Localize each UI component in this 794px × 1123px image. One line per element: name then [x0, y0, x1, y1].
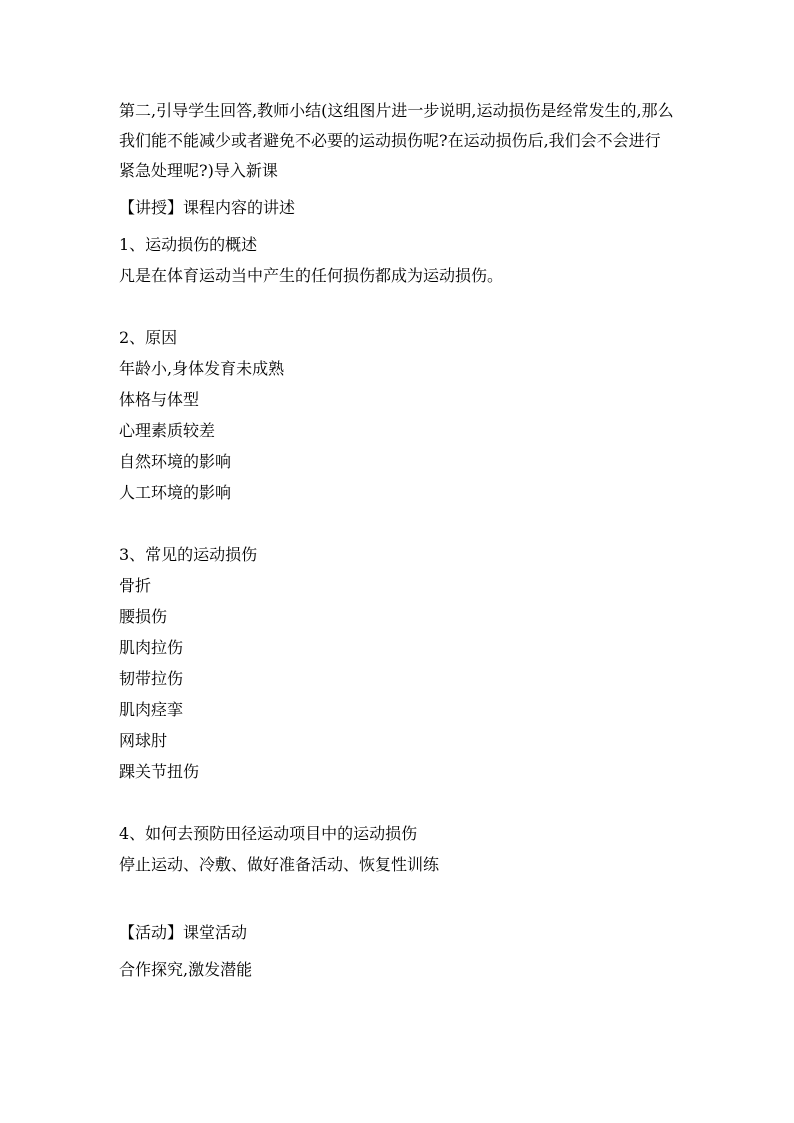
section-1-body: 凡是在体育运动当中产生的任何损伤都成为运动损伤。	[119, 266, 504, 285]
list-item: 踝关节扭伤	[119, 762, 200, 781]
list-item: 肌肉拉伤	[119, 638, 184, 657]
activity-heading: 【活动】课堂活动	[119, 923, 248, 942]
list-item: 年龄小,身体发育未成熟	[119, 359, 285, 378]
document-content	[119, 96, 675, 985]
section-2-title: 2、原因	[119, 328, 178, 347]
activity-body: 合作探究,激发潜能	[119, 960, 253, 979]
list-item: 骨折	[119, 576, 152, 595]
intro-paragraph: 第二,引导学生回答,教师小结(这组图片进一步说明,运动损伤是经常发生的,那么我们能不能减少或者避免不必要的运动损伤呢?在运动损伤后,我们会不会进行紧急处理呢?)导入新课	[119, 101, 674, 180]
section-4-title: 4、如何去预防田径运动项目中的运动损伤	[119, 824, 418, 843]
list-item: 人工环境的影响	[119, 483, 232, 502]
list-item: 心理素质较差	[119, 421, 216, 440]
list-item: 网球肘	[119, 731, 168, 750]
section-4-body: 停止运动、冷敷、做好准备活动、恢复性训练	[119, 855, 440, 874]
section-1-title: 1、运动损伤的概述	[119, 235, 258, 254]
lecture-heading: 【讲授】课程内容的讲述	[119, 198, 296, 217]
section-3-title: 3、常见的运动损伤	[119, 545, 258, 564]
list-item: 肌肉痉挛	[119, 700, 184, 719]
list-item: 自然环境的影响	[119, 452, 232, 471]
list-item: 韧带拉伤	[119, 669, 184, 688]
list-item: 腰损伤	[119, 607, 168, 626]
list-item: 体格与体型	[119, 390, 200, 409]
